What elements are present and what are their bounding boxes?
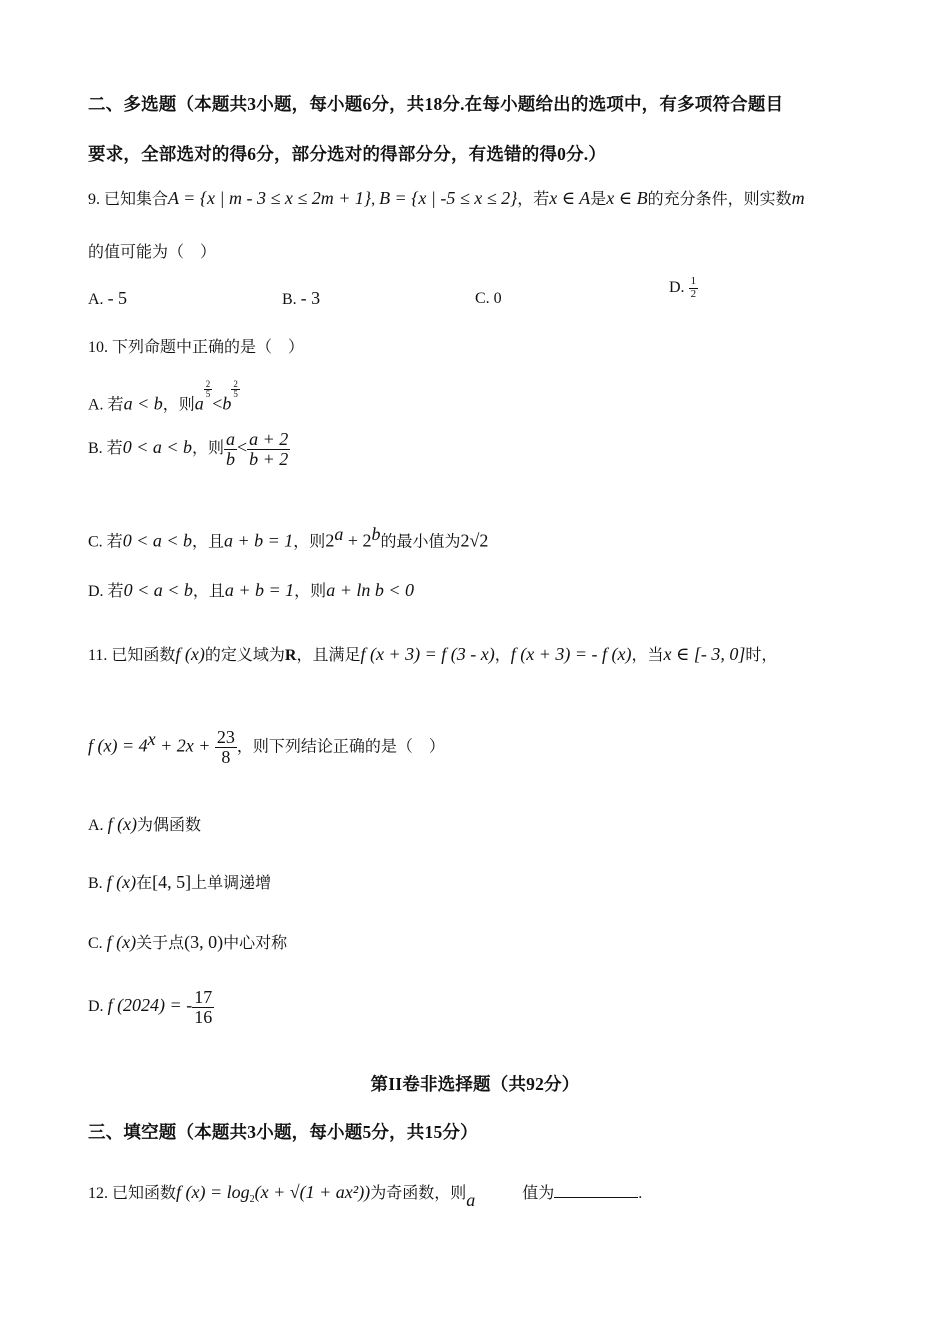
q11-b-interval: [4, 5] — [152, 872, 192, 892]
section2-heading-line2: 要求，全部选对的得6分，部分选对的得部分分，有选错的得0分.） — [88, 144, 607, 164]
q12-log-base: 2 — [249, 1194, 255, 1206]
q11-a-text: 为偶函数 — [137, 817, 202, 834]
q11-d-den: 16 — [194, 1006, 213, 1027]
q11-a-f: f (x) — [107, 814, 138, 834]
q12-log-arg: (x + √(1 + ax²)) — [254, 1182, 371, 1202]
q11-b-text: 上单调递增 — [191, 875, 272, 892]
q11-option-d[interactable] — [88, 988, 214, 1027]
q11-satisfies: ，且满足 — [296, 647, 361, 664]
q11-interval: x ∈ [- 3, 0] — [663, 644, 746, 664]
q9-prefix: 9. 已知集合 — [88, 191, 169, 208]
q9-option-c-label: C. — [475, 290, 490, 307]
q10-a-then: ，则 — [162, 396, 195, 414]
q11-def-tail: ，则下列结论正确的是（ ） — [236, 738, 445, 756]
q11-option-b[interactable] — [88, 872, 271, 894]
q11-c-f: f (x) — [106, 932, 137, 952]
q11-eq2: f (x + 3) = - f (x) — [510, 644, 632, 664]
q11-b-label: B. — [88, 875, 103, 892]
q10-c-then: ，则 — [293, 533, 326, 551]
q10-c-expr-base1: 2 — [325, 530, 335, 551]
q9-mid3: 的充分条件，则实数 — [647, 191, 792, 208]
question-10-stem: 10. 下列命题中正确的是（ ） — [88, 339, 305, 356]
q10-b-right-frac — [247, 430, 290, 469]
q9-set-a: A = {x | m - 3 ≤ x ≤ 2m + 1} — [168, 188, 372, 208]
q9-option-b[interactable] — [282, 288, 320, 309]
q12-answer-blank[interactable] — [554, 1183, 638, 1198]
q9-option-d[interactable] — [669, 276, 698, 300]
q9-option-a-label: A. — [88, 291, 104, 308]
q10-c-cond2: a + b = 1 — [224, 530, 294, 551]
part2-title: 第II卷非选择题（共92分） — [370, 1074, 580, 1094]
q12-prefix: 12. 已知函数 — [88, 1185, 177, 1202]
q10-option-a[interactable] — [88, 380, 240, 415]
q10-option-c[interactable] — [88, 524, 488, 552]
q11-d-frac — [192, 988, 214, 1027]
q9-option-b-value: - 3 — [300, 288, 321, 308]
q9-sep: , — [371, 191, 380, 208]
q12-end: . — [638, 1185, 643, 1202]
q11-c-point: (3, 0) — [184, 932, 224, 952]
q11-option-a[interactable] — [88, 814, 201, 836]
q11-def-frac — [215, 728, 237, 767]
q11-eq1: f (x + 3) = f (3 - x) — [360, 644, 495, 664]
q10-c-label: C. 若 — [88, 533, 123, 551]
q10-d-then: ，则 — [294, 583, 327, 600]
q10-c-expr-exp-a: a — [334, 524, 344, 544]
q11-def-num: 23 — [216, 727, 235, 748]
q10-a-exp1 — [204, 380, 213, 400]
q9-cond2: x ∈ B — [606, 188, 648, 208]
q11-b-pre: 在 — [136, 875, 153, 892]
q9-mid2: 是 — [590, 191, 607, 208]
q10-d-expr: a + ln b < 0 — [326, 580, 414, 600]
q9-option-d-fraction — [689, 276, 699, 300]
q10-a-cond: a < b — [123, 393, 163, 414]
q11-b-f: f (x) — [106, 872, 137, 892]
question-12-stem — [88, 1182, 642, 1210]
q10-c-answer: 2√2 — [460, 530, 489, 551]
q11-prefix: 11. 已知函数 — [88, 647, 176, 664]
q10-a-lt: < — [212, 393, 223, 414]
question-11-stem — [88, 644, 777, 666]
q9-cond1: x ∈ A — [549, 188, 591, 208]
q10-a-exp2-num: 2 — [233, 379, 238, 389]
q9-option-c[interactable] — [475, 290, 502, 308]
q12-f: f (x) = log — [176, 1182, 250, 1202]
q11-d-f: f (2024) = - — [107, 995, 193, 1016]
q10-a-base2: b — [222, 393, 232, 414]
q10-c-expr-plus: + 2 — [343, 530, 372, 551]
q9-option-a[interactable] — [88, 288, 127, 309]
q10-b-right-num: a + 2 — [249, 429, 289, 449]
q10-c-suffix: 的最小值为 — [380, 533, 461, 551]
q10-b-lt: < — [237, 437, 248, 458]
q10-option-d[interactable] — [88, 580, 414, 602]
q11-def-left: f (x) = 4 — [88, 735, 148, 756]
q9-option-a-value: - 5 — [107, 288, 128, 308]
q11-d-num: 17 — [194, 987, 213, 1007]
q11-when: ，当 — [631, 647, 664, 664]
q12-mid: 为奇函数，则 — [370, 1185, 467, 1202]
q12-var: a — [466, 1190, 476, 1210]
q10-b-left-den: b — [226, 448, 235, 469]
q10-option-b[interactable] — [88, 430, 290, 469]
q10-b-cond: 0 < a < b — [122, 437, 192, 458]
q10-b-label: B. 若 — [88, 440, 123, 458]
q11-d-label: D. — [88, 998, 104, 1016]
q10-a-exp1-num: 2 — [205, 379, 211, 389]
section2-heading-line1: 二、多选题（本题共3小题，每小题6分，共18分.在每小题给出的选项中，有多项符合题目 — [88, 94, 784, 114]
q10-b-right-den: b + 2 — [249, 448, 289, 469]
q11-domain-text: 的定义域为 — [204, 647, 285, 664]
q10-b-then: ，则 — [191, 440, 224, 458]
q11-comma: ， — [494, 647, 511, 664]
section3-heading: 三、填空题（本题共3小题，每小题5分，共15分） — [88, 1122, 478, 1142]
q10-d-label: D. 若 — [88, 583, 124, 600]
q9-option-d-numerator: 1 — [690, 275, 697, 287]
q11-real-set: R — [284, 647, 297, 664]
q10-c-expr-exp-b: b — [371, 524, 381, 544]
q10-c-cond: 0 < a < b — [122, 530, 192, 551]
q9-option-c-value: 0 — [493, 290, 502, 307]
q11-c-pre: 关于点 — [136, 935, 185, 952]
q11-c-label: C. — [88, 935, 103, 952]
q11-a-label: A. — [88, 817, 104, 834]
q9-option-b-label: B. — [282, 291, 297, 308]
q10-a-base1: a — [194, 393, 204, 414]
q11-f: f (x) — [175, 644, 205, 664]
q11-def-den: 8 — [221, 747, 231, 768]
q10-a-label: A. 若 — [88, 396, 124, 414]
q10-b-left-num: a — [226, 429, 235, 449]
q9-option-d-denominator: 2 — [690, 287, 697, 300]
q10-a-exp2-den: 5 — [233, 389, 238, 400]
q11-when-end: 时， — [745, 647, 778, 664]
q11-c-text: 中心对称 — [223, 935, 288, 952]
q9-var: m — [791, 188, 805, 208]
q10-c-and: ，且 — [191, 533, 224, 551]
q9-option-d-label: D. — [669, 279, 685, 297]
question-9-stem — [88, 188, 805, 210]
q10-d-cond2: a + b = 1 — [224, 580, 295, 600]
q11-def-exp: x — [147, 729, 156, 749]
q10-a-exp1-den: 5 — [205, 389, 211, 400]
question-9-stem-line2: 的值可能为（ ） — [88, 244, 217, 261]
q11-definition — [88, 726, 445, 767]
q10-b-left-frac — [224, 430, 237, 469]
q11-option-c[interactable] — [88, 932, 287, 954]
q10-a-exp2 — [231, 380, 240, 400]
q9-set-b: B = {x | -5 ≤ x ≤ 2} — [379, 188, 518, 208]
q12-suffix: 值为 — [522, 1185, 555, 1202]
q10-d-and: ，且 — [192, 583, 225, 600]
q10-d-cond: 0 < a < b — [123, 580, 193, 600]
q11-def-mid: + 2x + — [155, 735, 215, 756]
q9-mid1: ，若 — [517, 191, 550, 208]
